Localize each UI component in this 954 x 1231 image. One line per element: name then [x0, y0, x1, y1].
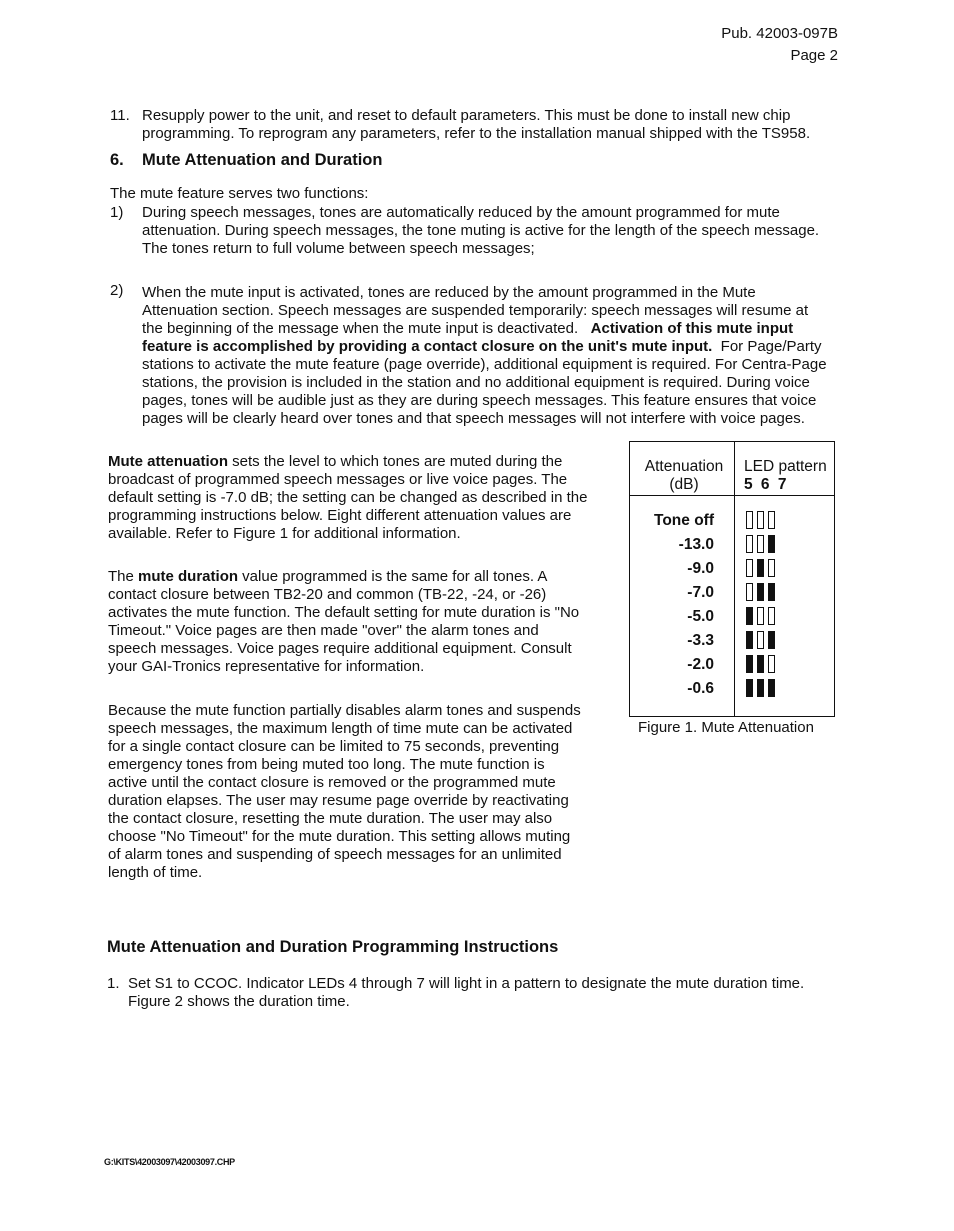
programming-title: Mute Attenuation and Duration Programming Instructions	[107, 938, 559, 956]
led-pattern-column-header: LED pattern 5 6 7	[744, 458, 827, 493]
mute-limit-paragraph: Because the mute function partially disables alarm tones and suspends speech messages, the maximum length of time mute can be activated for a single contact closure can be limited to 75 seconds, preventing emergency tones from being muted too long. The mute function is active until the contact closure is removed or the programmed mute duration elapses. The user may resume page override by reactivating the contact closure, resetting the mute duration. The user may also choose "No Timeout" for the mute duration. This setting allows muting of alarm tones and suspending of speech messages for an unlimited length of time.	[108, 702, 581, 881]
function-2-number: 2)	[110, 282, 124, 299]
led-off-icon	[757, 631, 764, 649]
led-on-icon	[768, 631, 775, 649]
led-pattern	[746, 679, 779, 699]
mute-attenuation-paragraph: Mute attenuation sets the level to which tones are muted during the broadcast of programmed speech messages or live voice pages. The default setting is -7.0 dB; the setting can be changed as described in the programming instructions below. Eight different attenuation values are available. Refer to Figure 1 for additional information.	[108, 453, 588, 542]
led-off-icon	[746, 559, 753, 577]
attenuation-value: -3.3	[687, 632, 714, 649]
led-pattern	[746, 655, 779, 675]
publication-number: Pub. 42003-097B	[721, 25, 838, 42]
led-on-icon	[768, 535, 775, 553]
led-pattern	[746, 607, 779, 627]
section-number: 6.	[110, 151, 124, 169]
led-off-icon	[768, 559, 775, 577]
table-header-divider	[630, 495, 834, 496]
led-pattern	[746, 559, 779, 579]
led-on-icon	[757, 679, 764, 697]
section-title: Mute Attenuation and Duration	[142, 151, 383, 169]
led-off-icon	[757, 511, 764, 529]
step-11-text: Resupply power to the unit, and reset to default parameters. This must be done to install new chip programming. To reprogram any parameters, refer to the installation manual shipped with the TS958.	[142, 107, 811, 142]
function-1-text: During speech messages, tones are automatically reduced by the amount programmed for mute attenuation. During speech messages, the tone muting is active for the length of the speech message. The tones return to full volume between speech messages;	[142, 204, 820, 257]
attenuation-value: -0.6	[687, 680, 714, 697]
led-pattern	[746, 631, 779, 651]
led-pattern	[746, 583, 779, 603]
led-off-icon	[768, 511, 775, 529]
led-on-icon	[746, 631, 753, 649]
figure-1-table	[629, 441, 835, 717]
led-off-icon	[768, 655, 775, 673]
led-off-icon	[746, 511, 753, 529]
led-off-icon	[757, 535, 764, 553]
led-pattern	[746, 535, 779, 555]
attenuation-column-header: Attenuation (dB)	[644, 458, 724, 493]
page-number: Page 2	[790, 47, 838, 64]
led-on-icon	[768, 679, 775, 697]
led-on-icon	[757, 583, 764, 601]
table-column-divider	[734, 442, 735, 716]
function-1-number: 1)	[110, 204, 124, 221]
led-on-icon	[768, 583, 775, 601]
led-off-icon	[768, 607, 775, 625]
programming-step-1-text: Set S1 to CCOC. Indicator LEDs 4 through 7 will light in a pattern to designate the mute duration time. Figure 2 shows the duration time.	[128, 975, 805, 1010]
attenuation-value: -7.0	[687, 584, 714, 601]
led-on-icon	[746, 679, 753, 697]
led-on-icon	[757, 655, 764, 673]
attenuation-value: -2.0	[687, 656, 714, 673]
function-2-text: When the mute input is activated, tones are reduced by the amount programmed in the Mute Attenuation section. Speech messages are suspended temporarily: speech messages will resume at the beginning of the message when the mute input is deactivated. Activation of this mute input feature is accomplished by providing a contact closure on the unit's mute input. For Page/Party stations to activate the mute feature (page override), additional equipment is required. For Centra-Page stations, the provision is included in the station and no additional equipment is required. During voice pages, tones will be audible just as they are during speech messages. This feature ensures that voice pages will be clearly heard over tones and that speech messages will not interfere with voice pages.	[142, 284, 827, 427]
intro-text: The mute feature serves two functions:	[110, 185, 369, 202]
programming-step-1-number: 1.	[107, 975, 120, 992]
led-on-icon	[746, 607, 753, 625]
led-pattern	[746, 511, 779, 531]
led-off-icon	[746, 583, 753, 601]
mute-duration-paragraph: The mute duration value programmed is the same for all tones. A contact closure between TB2-20 and common (TB-22, -24, or -26) activates the mute function. The default setting for mute duration is "No Timeout." Voice pages are then made "over" the alarm tones and speech messages. Voice pages require additional equipment. Consult your GAI-Tronics representative for information.	[108, 568, 580, 675]
attenuation-value: -9.0	[687, 560, 714, 577]
attenuation-value: -5.0	[687, 608, 714, 625]
attenuation-value: Tone off	[654, 512, 714, 529]
led-off-icon	[746, 535, 753, 553]
figure-1-caption: Figure 1. Mute Attenuation	[638, 719, 814, 736]
led-on-icon	[757, 559, 764, 577]
led-off-icon	[757, 607, 764, 625]
file-path-footer: G:\KITS\42003097\42003097.CHP	[104, 1157, 235, 1167]
attenuation-value: -13.0	[678, 536, 714, 553]
step-11-number: 11.	[110, 107, 130, 124]
led-on-icon	[746, 655, 753, 673]
